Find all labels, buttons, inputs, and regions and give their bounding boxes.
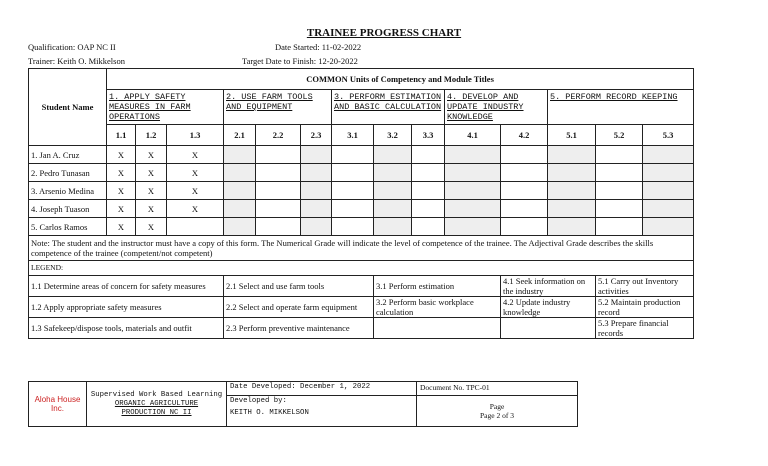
target-date-text: Target Date to Finish: 12-20-2022 [242, 56, 358, 66]
sub-header-4-1: 4.1 [445, 125, 501, 146]
note-text: Note: The student and the instructor must have a copy of this form. The Numerical Grade will indicate the level of competence of the trainee. The Adjectival Grade describes the skills competence of the trainee (competent/not competent) [29, 236, 694, 261]
sub-header-3-2: 3.2 [374, 125, 412, 146]
progress-cell [301, 218, 332, 236]
progress-cell [301, 200, 332, 218]
progress-cell [501, 146, 548, 164]
legend-title: LEGEND: [29, 261, 694, 276]
legend-3-1: 3.1 Perform estimation [374, 276, 501, 297]
progress-table [28, 68, 694, 339]
progress-cell [332, 164, 374, 182]
document-number: Document No. TPC-01 [417, 382, 578, 396]
unit-1-header: 1. APPLY SAFETY MEASURES IN FARM OPERATIONS [107, 90, 224, 125]
page-title: TRAINEE PROGRESS CHART [306, 27, 462, 39]
page-of: Page 2 of 3 [480, 411, 514, 420]
sub-header-5-1: 5.1 [548, 125, 596, 146]
progress-cell: X [136, 218, 167, 236]
progress-cell [643, 146, 694, 164]
progress-cell [224, 164, 256, 182]
progress-cell: X [107, 182, 136, 200]
student-row [29, 218, 694, 236]
progress-cell [224, 200, 256, 218]
date-started-text: Date Started: 11-02-2022 [275, 42, 362, 52]
legend-1-2: 1.2 Apply appropriate safety measures [29, 297, 224, 318]
progress-cell [256, 200, 301, 218]
progress-cell: X [136, 164, 167, 182]
progress-cell: X [107, 200, 136, 218]
progress-cell [501, 218, 548, 236]
progress-cell [224, 218, 256, 236]
sub-header-3-3: 3.3 [412, 125, 445, 146]
student-name: 1. Jan A. Cruz [29, 146, 107, 164]
progress-cell [374, 218, 412, 236]
page-label: Page [489, 401, 505, 411]
student-name-header: Student Name [29, 69, 107, 146]
progress-cell [256, 164, 301, 182]
progress-cell: X [167, 182, 224, 200]
progress-cell [374, 146, 412, 164]
student-row [29, 182, 694, 200]
progress-cell [412, 146, 445, 164]
progress-cell [643, 182, 694, 200]
legend-1-1: 1.1 Determine areas of concern for safety measures [29, 276, 224, 297]
unit-4-header: 4. DEVELOP AND UPDATE INDUSTRY KNOWLEDGE [445, 90, 548, 125]
progress-cell [224, 182, 256, 200]
progress-cell [643, 218, 694, 236]
legend-3-2: 3.2 Perform basic workplace calculation [374, 297, 501, 318]
legend-2-3: 2.3 Perform preventive maintenance [224, 318, 374, 339]
progress-cell [301, 182, 332, 200]
progress-cell [374, 164, 412, 182]
legend-4-1: 4.1 Seek information on the industry [501, 276, 596, 297]
program-line3: PRODUCTION NC II [121, 408, 192, 417]
progress-cell [374, 182, 412, 200]
student-name: 4. Joseph Tuason [29, 200, 107, 218]
unit-2-header: 2. USE FARM TOOLS AND EQUIPMENT [224, 90, 332, 125]
progress-cell [256, 182, 301, 200]
student-name: 2. Pedro Tunasan [29, 164, 107, 182]
progress-cell [548, 164, 596, 182]
progress-cell [167, 218, 224, 236]
progress-cell [412, 182, 445, 200]
progress-cell [596, 200, 643, 218]
developed-by-label: Developed by: [230, 397, 287, 405]
progress-cell [596, 182, 643, 200]
progress-cell: X [136, 182, 167, 200]
progress-cell [445, 218, 501, 236]
progress-cell: X [167, 200, 224, 218]
legend-4-2: 4.2 Update industry knowledge [501, 297, 596, 318]
sub-header-5-3: 5.3 [643, 125, 694, 146]
progress-cell [332, 218, 374, 236]
progress-cell [224, 146, 256, 164]
progress-cell [445, 200, 501, 218]
unit-5-header: 5. PERFORM RECORD KEEPING [548, 90, 694, 125]
date-developed: Date Developed: December 1, 2022 [227, 382, 417, 396]
progress-cell [301, 164, 332, 182]
progress-cell [332, 200, 374, 218]
sub-header-1-3: 1.3 [167, 125, 224, 146]
page-block [417, 396, 578, 427]
program-block [87, 382, 227, 427]
sub-header-3-1: 3.1 [332, 125, 374, 146]
legend-5-1: 5.1 Carry out Inventory activities [596, 276, 694, 297]
developed-by-block [227, 396, 417, 427]
progress-cell [596, 218, 643, 236]
sub-header-2-3: 2.3 [301, 125, 332, 146]
progress-cell [548, 182, 596, 200]
legend-4-3 [501, 318, 596, 339]
progress-cell [332, 146, 374, 164]
legend-3-3 [374, 318, 501, 339]
progress-cell [643, 164, 694, 182]
progress-cell [445, 182, 501, 200]
progress-cell [374, 200, 412, 218]
progress-cell [501, 164, 548, 182]
progress-cell [501, 200, 548, 218]
progress-cell: X [136, 146, 167, 164]
progress-cell [445, 146, 501, 164]
unit-3-header: 3. PERFORM ESTIMATION AND BASIC CALCULATION [332, 90, 445, 125]
student-row [29, 164, 694, 182]
progress-cell [596, 164, 643, 182]
progress-cell: X [136, 200, 167, 218]
trainer-text: Trainer: Keith O. Mikkelson [28, 56, 125, 66]
progress-cell [256, 218, 301, 236]
org-name: Aloha House Inc. [29, 382, 87, 427]
progress-cell [596, 146, 643, 164]
progress-cell: X [167, 164, 224, 182]
student-name: 3. Arsenio Medina [29, 182, 107, 200]
common-units-header: COMMON Units of Competency and Module Titles [107, 69, 694, 90]
sub-competency-row [29, 125, 694, 146]
progress-cell [412, 200, 445, 218]
sub-header-1-2: 1.2 [136, 125, 167, 146]
sub-header-1-1: 1.1 [107, 125, 136, 146]
progress-cell: X [167, 146, 224, 164]
program-line2: ORGANIC AGRICULTURE [114, 399, 199, 408]
progress-cell [445, 164, 501, 182]
progress-cell: X [107, 146, 136, 164]
legend-2-1: 2.1 Select and use farm tools [224, 276, 374, 297]
progress-cell [501, 182, 548, 200]
progress-cell [412, 164, 445, 182]
sub-header-2-2: 2.2 [256, 125, 301, 146]
progress-cell [412, 218, 445, 236]
progress-cell: X [107, 164, 136, 182]
developed-by-name: KEITH O. MIKKELSON [230, 408, 309, 417]
progress-cell: X [107, 218, 136, 236]
progress-cell [548, 218, 596, 236]
program-line1: Supervised Work Based Learning [90, 390, 223, 399]
progress-cell [548, 200, 596, 218]
progress-cell [332, 182, 374, 200]
legend-1-3: 1.3 Safekeep/dispose tools, materials and outfit [29, 318, 224, 339]
sub-header-5-2: 5.2 [596, 125, 643, 146]
footer-table [28, 381, 578, 427]
qualification-text: Qualification: OAP NC II [28, 42, 116, 52]
sub-header-4-2: 4.2 [501, 125, 548, 146]
legend-2-2: 2.2 Select and operate farm equipment [224, 297, 374, 318]
student-row [29, 200, 694, 218]
progress-cell [548, 146, 596, 164]
student-name: 5. Carlos Ramos [29, 218, 107, 236]
legend-5-3: 5.3 Prepare financial records [596, 318, 694, 339]
legend-5-2: 5.2 Maintain production record [596, 297, 694, 318]
progress-cell [301, 146, 332, 164]
progress-cell [256, 146, 301, 164]
sub-header-2-1: 2.1 [224, 125, 256, 146]
student-row [29, 146, 694, 164]
progress-cell [643, 200, 694, 218]
